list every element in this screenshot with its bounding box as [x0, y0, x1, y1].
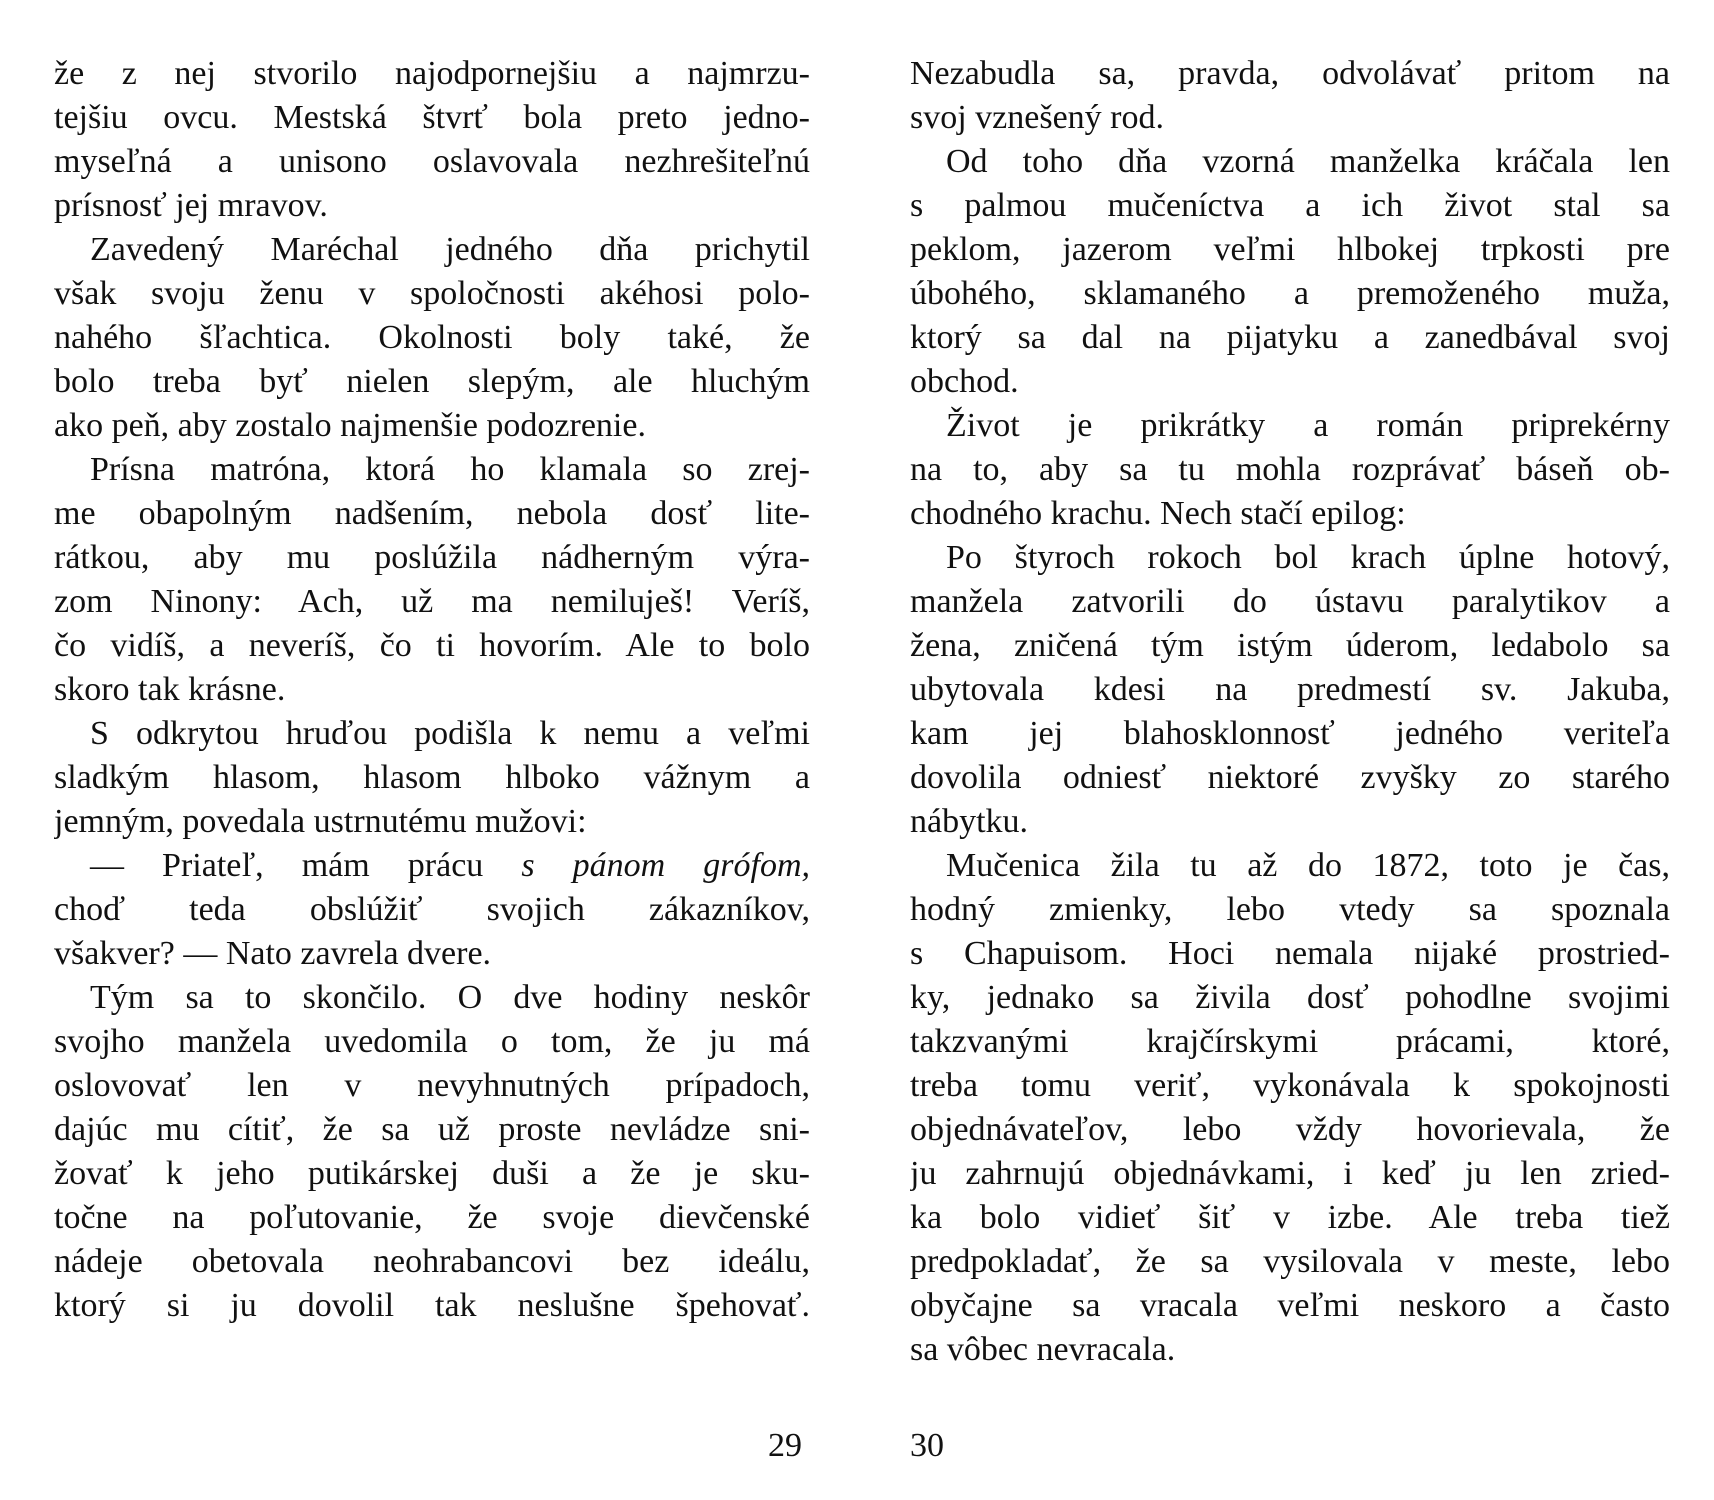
text-line: ktorý si ju dovolil tak neslušne špehovať. — [54, 1287, 810, 1324]
text-line: všakver? — Nato zavrela dvere. — [54, 935, 492, 972]
text-line: sa vôbec nevracala. — [910, 1331, 1176, 1368]
text-segment: — Priateľ, mám prácu — [90, 847, 484, 884]
text-line: tejšiu ovcu. Mestská štvrť bola preto jedno- — [54, 99, 810, 136]
right-page-number: 30 — [910, 1427, 944, 1464]
text-line: ako peň, aby zostalo najmenšie podozrenie. — [54, 407, 646, 444]
text-line: treba tomu veriť, vykonávala k spokojnosti — [910, 1067, 1670, 1104]
text-line: s palmou mučeníctva a ich život stal sa — [910, 187, 1670, 224]
text-line: manžela zatvorili do ústavu paralytikov a — [910, 583, 1670, 620]
text-line: nábytku. — [910, 803, 1029, 840]
text-line: úbohého, sklamaného a premoženého muža, — [910, 275, 1670, 312]
text-line: obchod. — [910, 363, 1019, 400]
text-line: jemným, povedala ustrnutému mužovi: — [54, 803, 587, 840]
text-line: prísnosť jej mravov. — [54, 187, 328, 224]
text-line: Od toho dňa vzorná manželka kráčala len — [946, 143, 1670, 180]
text-line: žovať k jeho putikárskej duši a že je sku- — [54, 1155, 810, 1192]
text-line: peklom, jazerom veľmi hlbokej trpkosti pre — [910, 231, 1670, 268]
text-line: sladkým hlasom, hlasom hlboko vážnym a — [54, 759, 810, 796]
text-line: žena, zničená tým istým úderom, ledabolo sa — [910, 627, 1670, 664]
text-line: Tým sa to skončilo. O dve hodiny neskôr — [90, 979, 810, 1016]
text-line: Život je prikrátky a román priprekérny — [946, 407, 1670, 444]
text-line: objednávateľov, lebo vždy hovorievala, že — [910, 1111, 1670, 1148]
text-line: Nezabudla sa, pravda, odvolávať pritom na — [910, 55, 1670, 92]
text-line: ka bolo vidieť šiť v izbe. Ale treba tiež — [910, 1199, 1670, 1236]
text-line: myseľná a unisono oslavovala nezhrešiteľnú — [54, 143, 810, 180]
text-line: oslovovať len v nevyhnutných prípadoch, — [54, 1067, 810, 1104]
text-line: ju zahrnujú objednávkami, i keď ju len zried- — [910, 1155, 1670, 1192]
text-line: S odkrytou hruďou podišla k nemu a veľmi — [90, 715, 810, 752]
text-line: rátkou, aby mu poslúžila nádherným výra- — [54, 539, 810, 576]
text-line: Po štyroch rokoch bol krach úplne hotový, — [946, 539, 1670, 576]
text-line: točne na poľutovanie, že svoje dievčenské — [54, 1199, 810, 1236]
text-line: me obapolným nadšením, nebola dosť lite- — [54, 495, 810, 532]
text-line: na to, aby sa tu mohla rozprávať báseň ob- — [910, 451, 1670, 488]
text-line: svoj vznešený rod. — [910, 99, 1165, 136]
text-line: nádeje obetovala neohrabancovi bez ideálu, — [54, 1243, 810, 1280]
text-line: ky, jednako sa živila dosť pohodlne svojimi — [910, 979, 1670, 1016]
text-line: nahého šľachtica. Okolnosti boly také, že — [54, 319, 810, 356]
left-page-number: 29 — [768, 1427, 802, 1464]
text-line: svojho manžela uvedomila o tom, že ju má — [54, 1023, 810, 1060]
text-line: Mučenica žila tu až do 1872, toto je čas, — [946, 847, 1670, 884]
text-line: s Chapuisom. Hoci nemala nijaké prostried- — [910, 935, 1670, 972]
text-line: choď teda obslúžiť svojich zákazníkov, — [54, 891, 810, 928]
text-line: dajúc mu cítiť, že sa už proste nevládze sni- — [54, 1111, 810, 1148]
text-line: chodného krachu. Nech stačí epilog: — [910, 495, 1406, 532]
text-line: takzvanými krajčírskymi prácami, ktoré, — [910, 1023, 1670, 1060]
text-line: skoro tak krásne. — [54, 671, 286, 708]
text-line: predpokladať, že sa vysilovala v meste, lebo — [910, 1243, 1670, 1280]
text-line: že z nej stvorilo najodpornejšiu a najmrzu- — [54, 55, 810, 92]
text-line: však svoju ženu v spoločnosti akéhosi polo- — [54, 275, 810, 312]
text-line — [54, 844, 810, 888]
left-page — [54, 52, 810, 1328]
text-line: Zavedený Maréchal jedného dňa prichytil — [90, 231, 810, 268]
text-line: Prísna matróna, ktorá ho klamala so zrej- — [90, 451, 810, 488]
right-page — [910, 52, 1670, 1372]
text-line: dovolila odniesť niektoré zvyšky zo starého — [910, 759, 1670, 796]
text-line: ktorý sa dal na pijatyku a zanedbával svoj — [910, 319, 1670, 356]
text-line: obyčajne sa vracala veľmi neskoro a často — [910, 1287, 1670, 1324]
italic-text-segment: s pánom grófom, — [521, 847, 810, 884]
text-line: čo vidíš, a neveríš, čo ti hovorím. Ale to bolo — [54, 627, 810, 664]
text-line: zom Ninony: Ach, už ma nemiluješ! Veríš, — [54, 583, 810, 620]
text-line: hodný zmienky, lebo vtedy sa spoznala — [910, 891, 1670, 928]
text-line: bolo treba byť nielen slepým, ale hluchým — [54, 363, 810, 400]
text-line: ubytovala kdesi na predmestí sv. Jakuba, — [910, 671, 1670, 708]
text-line: kam jej blahosklonnosť jedného veriteľa — [910, 715, 1670, 752]
